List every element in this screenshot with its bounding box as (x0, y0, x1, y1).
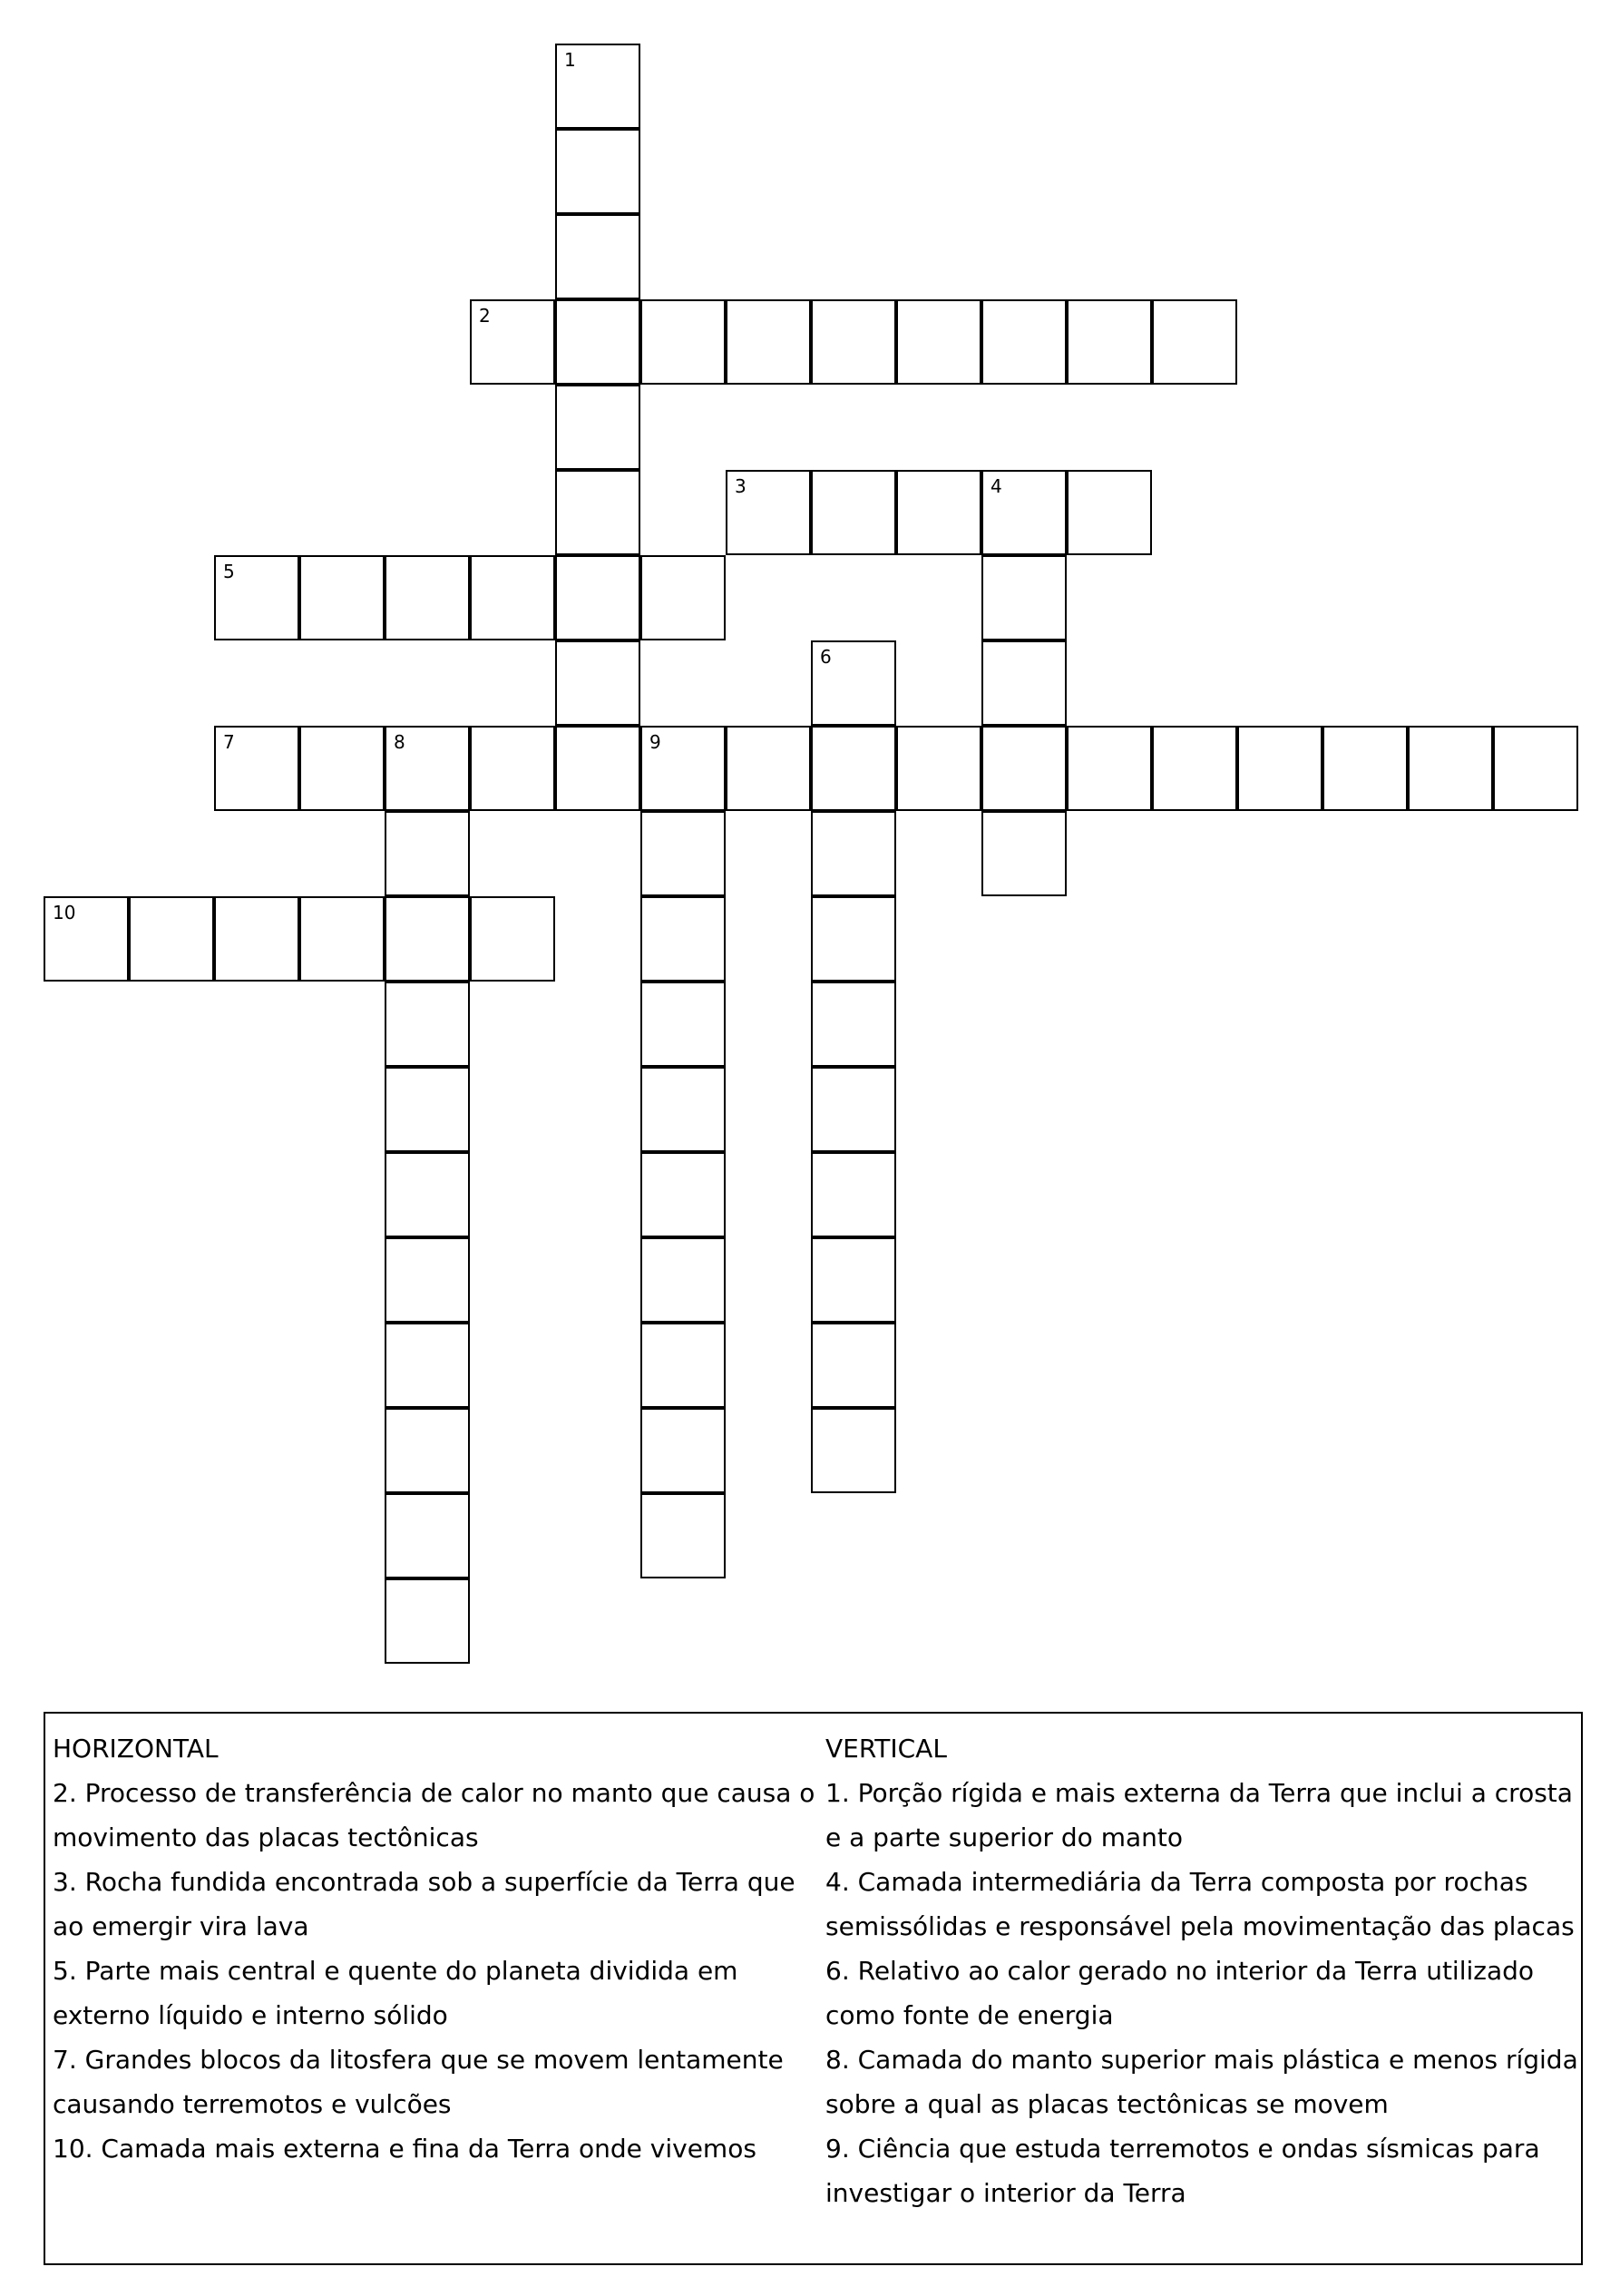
crossword-cell[interactable] (385, 1067, 470, 1152)
crossword-cell[interactable] (811, 1237, 896, 1323)
crossword-cell[interactable] (555, 640, 640, 726)
crossword-cell[interactable] (640, 299, 726, 385)
crossword-cell[interactable] (214, 555, 299, 640)
crossword-cell[interactable] (555, 129, 640, 214)
clue-number: 8 (394, 731, 405, 753)
crossword-cell[interactable] (470, 726, 555, 811)
crossword-cell[interactable] (811, 896, 896, 982)
crossword-cell[interactable] (385, 1323, 470, 1408)
crossword-cell[interactable] (299, 555, 385, 640)
crossword-cell[interactable] (555, 385, 640, 470)
crossword-cell[interactable] (981, 640, 1067, 726)
crossword-cell[interactable] (1152, 299, 1237, 385)
crossword-cell[interactable] (385, 1578, 470, 1664)
crossword-cell[interactable] (129, 896, 214, 982)
crossword-cell[interactable] (470, 555, 555, 640)
crossword-cell[interactable] (640, 1152, 726, 1237)
crossword-cell[interactable] (640, 1408, 726, 1493)
crossword-cell[interactable] (385, 726, 470, 811)
crossword-cell[interactable] (1067, 299, 1152, 385)
horizontal-clues (53, 1726, 819, 2171)
crossword-cell[interactable] (385, 896, 470, 982)
crossword-cell[interactable] (385, 982, 470, 1067)
crossword-cell[interactable] (214, 726, 299, 811)
crossword-cell[interactable] (811, 470, 896, 555)
crossword-cell[interactable] (726, 470, 811, 555)
crossword-cell[interactable] (981, 811, 1067, 896)
crossword-cell[interactable] (811, 1067, 896, 1152)
crossword-cell[interactable] (981, 555, 1067, 640)
clue-horizontal-2: 2. Processo de transferência de calor no manto que causa o movimento das placas tectônicas (53, 1778, 815, 1852)
vertical-clues (825, 1726, 1578, 2215)
vertical-title: VERTICAL (825, 1734, 947, 1764)
crossword-cell[interactable] (385, 811, 470, 896)
crossword-cell[interactable] (640, 726, 726, 811)
crossword-cell[interactable] (811, 811, 896, 896)
clue-vertical-6: 6. Relativo ao calor gerado no interior da Terra utilizado como fonte de energia (825, 1956, 1535, 2030)
clue-number: 2 (479, 305, 491, 327)
crossword-cell[interactable] (555, 470, 640, 555)
crossword-cell[interactable] (896, 470, 981, 555)
clue-number: 9 (649, 731, 661, 753)
clue-number: 10 (53, 902, 76, 923)
clue-vertical-1: 1. Porção rígida e mais externa da Terra que inclui a crosta e a parte superior do manto (825, 1778, 1573, 1852)
crossword-cell[interactable] (981, 470, 1067, 555)
crossword-cell[interactable] (385, 1408, 470, 1493)
crossword-cell[interactable] (385, 1237, 470, 1323)
crossword-cell[interactable] (1067, 726, 1152, 811)
horizontal-title: HORIZONTAL (53, 1734, 219, 1764)
crossword-cell[interactable] (385, 555, 470, 640)
crossword-cell[interactable] (470, 299, 555, 385)
crossword-cell[interactable] (896, 726, 981, 811)
crossword-cell[interactable] (1067, 470, 1152, 555)
crossword-cell[interactable] (470, 896, 555, 982)
clue-number: 4 (991, 475, 1002, 497)
crossword-cell[interactable] (896, 299, 981, 385)
crossword-cell[interactable] (811, 726, 896, 811)
crossword-cell[interactable] (1237, 726, 1322, 811)
crossword-cell[interactable] (299, 726, 385, 811)
crossword-cell[interactable] (726, 726, 811, 811)
clue-box (44, 1712, 1583, 2265)
clue-vertical-4: 4. Camada intermediária da Terra composta por rochas semissólidas e responsável pela movimentação das placas (825, 1867, 1575, 1941)
crossword-cell[interactable] (640, 1067, 726, 1152)
crossword-cell[interactable] (640, 1493, 726, 1578)
clue-horizontal-10: 10. Camada mais externa e fina da Terra onde vivemos (53, 2134, 756, 2164)
crossword-cell[interactable] (555, 214, 640, 299)
crossword-cell[interactable] (640, 555, 726, 640)
crossword-cell[interactable] (640, 982, 726, 1067)
crossword-cell[interactable] (981, 299, 1067, 385)
crossword-cell[interactable] (726, 299, 811, 385)
crossword-cell[interactable] (640, 1237, 726, 1323)
clue-horizontal-5: 5. Parte mais central e quente do planeta dividida em externo líquido e interno sólido (53, 1956, 738, 2030)
crossword-cell[interactable] (981, 726, 1067, 811)
clue-number: 1 (564, 49, 576, 71)
crossword-cell[interactable] (1493, 726, 1578, 811)
crossword-cell[interactable] (811, 1408, 896, 1493)
crossword-cell[interactable] (811, 1152, 896, 1237)
crossword-cell[interactable] (811, 640, 896, 726)
clue-number: 7 (223, 731, 235, 753)
crossword-cell[interactable] (555, 726, 640, 811)
crossword-cell[interactable] (1322, 726, 1408, 811)
crossword-cell[interactable] (385, 1493, 470, 1578)
crossword-cell[interactable] (44, 896, 129, 982)
clue-horizontal-3: 3. Rocha fundida encontrada sob a superfície da Terra que ao emergir vira lava (53, 1867, 795, 1941)
crossword-cell[interactable] (555, 555, 640, 640)
clue-number: 3 (735, 475, 747, 497)
crossword-cell[interactable] (640, 1323, 726, 1408)
crossword-cell[interactable] (1152, 726, 1237, 811)
crossword-cell[interactable] (811, 299, 896, 385)
clue-horizontal-7: 7. Grandes blocos da litosfera que se movem lentamente causando terremotos e vulcões (53, 2045, 784, 2119)
crossword-cell[interactable] (1408, 726, 1493, 811)
crossword-cell[interactable] (811, 982, 896, 1067)
clue-vertical-9: 9. Ciência que estuda terremotos e ondas sísmicas para investigar o interior da Terra (825, 2134, 1540, 2208)
crossword-cell[interactable] (811, 1323, 896, 1408)
crossword-cell[interactable] (640, 811, 726, 896)
clue-number: 6 (820, 646, 832, 668)
crossword-cell[interactable] (299, 896, 385, 982)
clue-vertical-8: 8. Camada do manto superior mais plástica e menos rígida sobre a qual as placas tectônicas se movem (825, 2045, 1578, 2119)
crossword-cell[interactable] (555, 299, 640, 385)
clue-number: 5 (223, 561, 235, 582)
crossword-cell[interactable] (385, 1152, 470, 1237)
crossword-cell[interactable] (555, 44, 640, 129)
crossword-cell[interactable] (214, 896, 299, 982)
crossword-cell[interactable] (640, 896, 726, 982)
